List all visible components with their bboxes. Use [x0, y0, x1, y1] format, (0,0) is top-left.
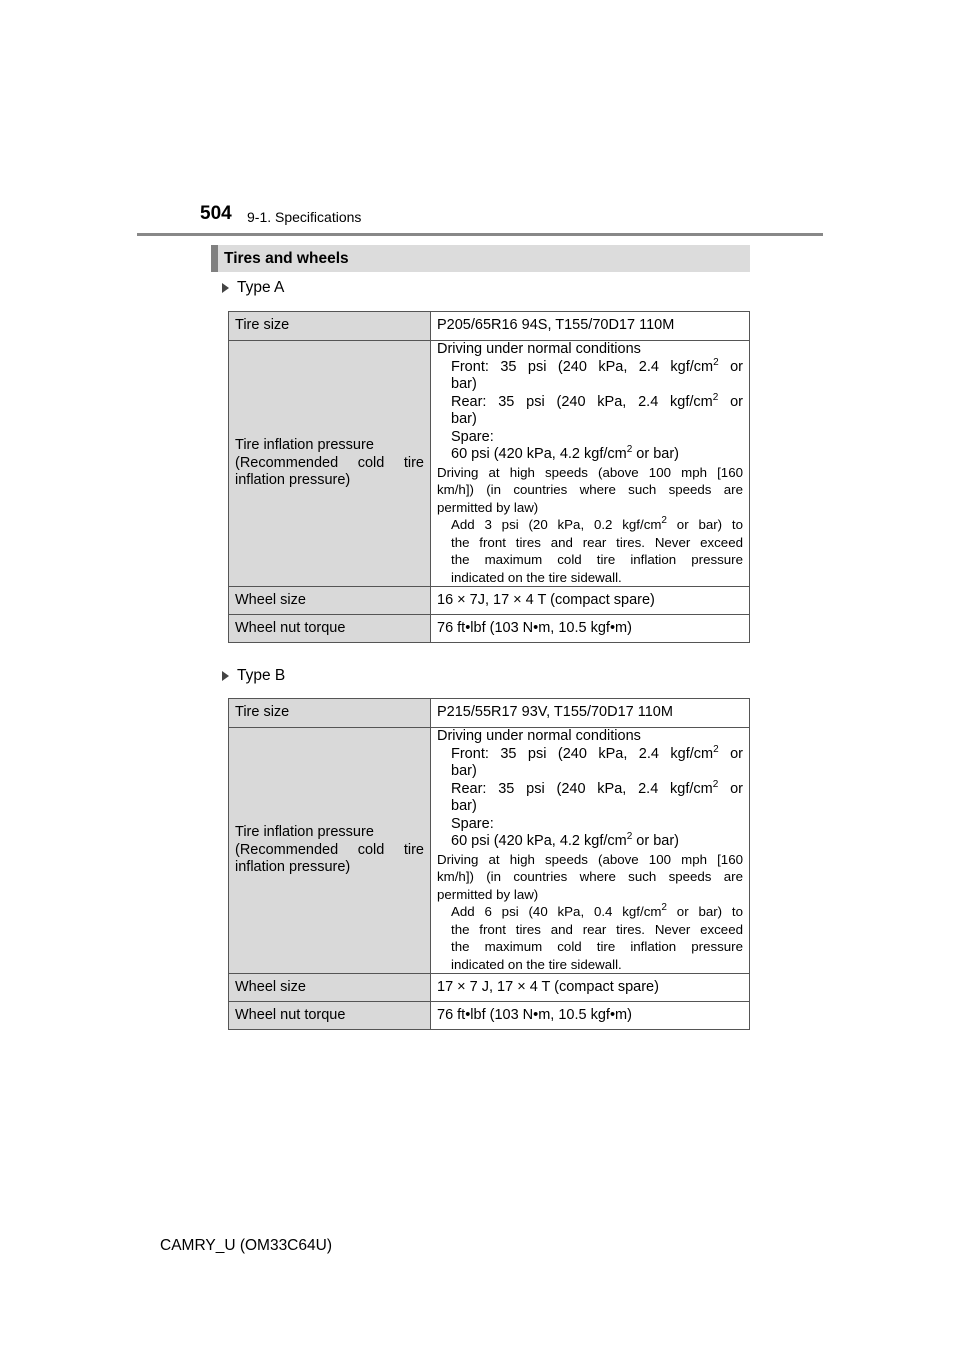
torque-label: Wheel nut torque: [229, 615, 431, 643]
table-row: [229, 974, 750, 1002]
pressure-label-line: inflation pressure): [235, 472, 351, 489]
section-title: 9-1. Specifications: [247, 209, 362, 225]
table-row: [229, 699, 750, 728]
front-pressure: Front: 35 psi (240 kPa, 2.4 kgf/$cm^2$ or: [451, 743, 743, 762]
table-row: [229, 312, 750, 341]
table-row: [229, 1002, 750, 1030]
high-speed-note: the maximum cold tire inflation pressure: [451, 939, 743, 954]
tire-pressure-label: [229, 728, 431, 974]
tire-size-value: P215/55R17 93V, T155/70D17 110M: [431, 699, 750, 728]
tire-size-value: P205/65R16 94S, T155/70D17 110M: [431, 312, 750, 341]
torque-label: Wheel nut torque: [229, 1002, 431, 1030]
front-pressure-cont: bar): [451, 376, 477, 392]
wheel-size-value: 17 × 7 J, 17 × 4 T (compact spare): [431, 974, 750, 1002]
normal-title: Driving under normal conditions: [437, 728, 641, 744]
table-row: [229, 728, 750, 974]
type-a-label-text: Type A: [237, 279, 285, 296]
high-speed-title: permitted by law): [437, 886, 539, 902]
pressure-label-line: inflation pressure): [235, 859, 351, 876]
table-row: [229, 615, 750, 643]
wheel-size-label: Wheel size: [229, 974, 431, 1002]
tire-pressure-label: [229, 341, 431, 587]
high-speed-note: Add 3 psi (20 kPa, 0.2 kgf/$cm^2$ or bar) to: [451, 515, 743, 532]
triangle-right-icon: [222, 671, 229, 681]
triangle-right-icon: [222, 283, 229, 293]
spare-title: Spare:: [451, 815, 494, 832]
rear-pressure: Rear: 35 psi (240 kPa, 2.4 kgf/$cm^2$ or: [451, 391, 744, 410]
high-speed-title: Driving at high speeds (above 100 mph [160: [437, 851, 743, 867]
type-b-label-text: Type B: [237, 667, 286, 684]
tire-pressure-value: [431, 341, 750, 587]
wheel-size-label: Wheel size: [229, 587, 431, 615]
pressure-label-line: (Recommended cold tire: [235, 454, 424, 471]
high-speed-note: Add 6 psi (40 kPa, 0.4 kgf/$cm^2$ or bar) to: [451, 902, 743, 919]
torque-value: 76 ft•lbf (103 N•m, 10.5 kgf•m): [431, 615, 750, 643]
table-row: [229, 341, 750, 587]
pressure-label-line: Tire inflation pressure: [235, 824, 374, 841]
spare-pressure: 60 psi (420 kPa, 4.2 kgf/$cm^2$ or bar): [451, 831, 680, 849]
rear-pressure-cont: bar): [451, 798, 477, 814]
wheel-size-value: 16 × 7J, 17 × 4 T (compact spare): [431, 587, 750, 615]
high-speed-title: permitted by law): [437, 499, 539, 515]
rear-pressure-cont: bar): [451, 411, 477, 427]
spec-table-type-a: [228, 311, 750, 643]
type-a-label: [222, 279, 284, 297]
high-speed-note: the maximum cold tire inflation pressure: [451, 552, 743, 567]
high-speed-note: the front tires and rear tires. Never exceed: [451, 921, 743, 937]
section-heading-text: Tires and wheels: [224, 250, 349, 267]
high-speed-title: km/h]) (in countries where such speeds are: [437, 482, 743, 497]
high-speed-note: the front tires and rear tires. Never exceed: [451, 534, 743, 550]
front-pressure: Front: 35 psi (240 kPa, 2.4 kgf/$cm^2$ or: [451, 356, 743, 375]
table-row: [229, 587, 750, 615]
high-speed-title: km/h]) (in countries where such speeds are: [437, 869, 743, 884]
page-number: 504: [200, 203, 232, 224]
tire-size-label: Tire size: [229, 699, 431, 728]
section-heading: [211, 245, 750, 272]
rear-pressure: Rear: 35 psi (240 kPa, 2.4 kgf/$cm^2$ or: [451, 778, 744, 797]
header-rule: [137, 233, 823, 236]
front-pressure-cont: bar): [451, 763, 477, 779]
spare-title: Spare:: [451, 428, 494, 445]
torque-value: 76 ft•lbf (103 N•m, 10.5 kgf•m): [431, 1002, 750, 1030]
high-speed-note: indicated on the tire sidewall.: [451, 956, 622, 972]
spec-table-type-b: [228, 698, 750, 1030]
normal-title: Driving under normal conditions: [437, 341, 641, 357]
high-speed-note: indicated on the tire sidewall.: [451, 569, 622, 585]
manual-id: CAMRY_U (OM33C64U): [160, 1237, 332, 1254]
type-b-label: [222, 667, 285, 685]
pressure-label-line: (Recommended cold tire: [235, 841, 424, 858]
tire-pressure-value: [431, 728, 750, 974]
spare-pressure: 60 psi (420 kPa, 4.2 kgf/$cm^2$ or bar): [451, 444, 680, 462]
tire-size-label: Tire size: [229, 312, 431, 341]
high-speed-title: Driving at high speeds (above 100 mph [160: [437, 464, 743, 480]
pressure-label-line: Tire inflation pressure: [235, 437, 374, 454]
heading-bar: [211, 245, 218, 272]
